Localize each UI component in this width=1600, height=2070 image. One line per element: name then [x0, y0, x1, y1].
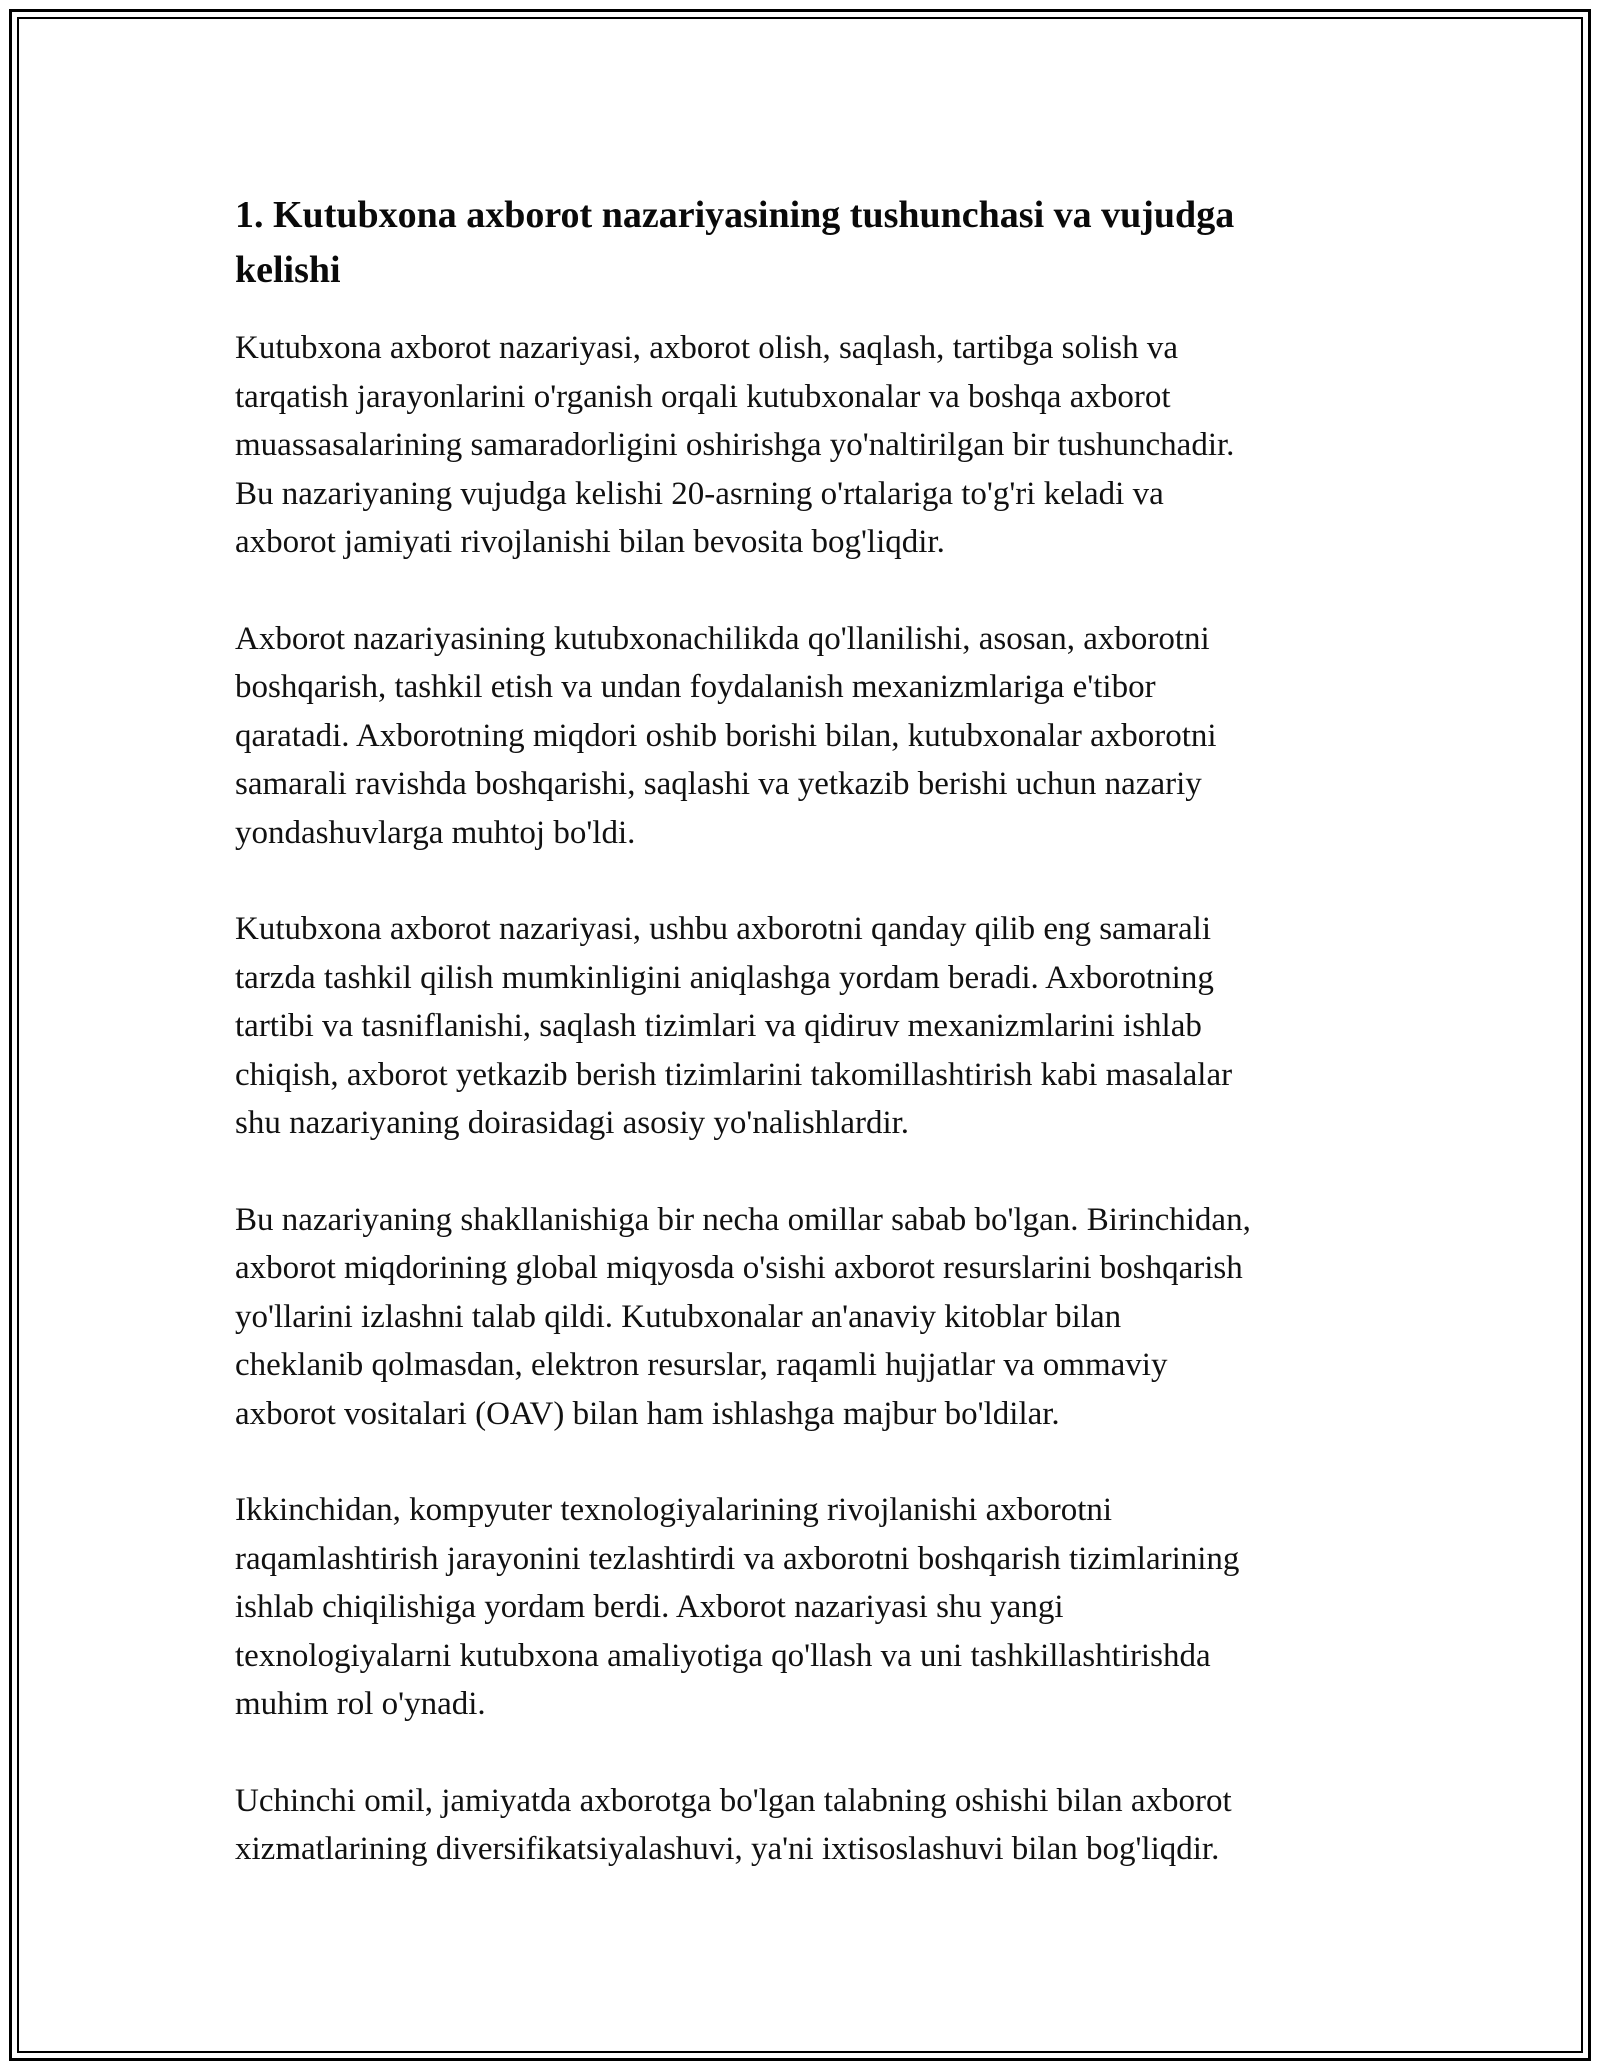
paragraph-1: Kutubxona axborot nazariyasi, axborot olish, saqlash, tartibga solish va tarqatish jarayonlarini o'rganish orqali kutubxonalar va boshqa axborot muassasalarining samaradorligini oshirishga yo'naltirilgan bir tushunchadir. Bu nazariyaning vujudga kelishi 20-asrning o'rtalariga to'g'ri keladi va axborot jamiyati rivojlanishi bilan bevosita bog'liqdir.	[235, 330, 1235, 560]
paragraph-5: Ikkinchidan, kompyuter texnologiyalarining rivojlanishi axborotni raqamlashtirish jarayonini tezlashtirdi va axborotni boshqarish tizimlarining ishlab chiqilishiga yordam berdi. Axborot nazariyasi shu yangi texnologiyalarni kutubxona amaliyotiga qo'llash va uni tashkillashtirishda muhim rol o'ynadi.	[235, 1492, 1240, 1722]
paragraph-2: Axborot nazariyasining kutubxonachilikda qo'llanilishi, asosan, axborotni boshqarish, tashkil etish va undan foydalanish mexanizmlariga e'tibor qaratadi. Axborotning miqdori oshib borishi bilan, kutubxonalar axborotni samarali ravishda boshqarishi, saqlashi va yetkazib berishi uchun nazariy yondashuvlarga muhtoj bo'ldi.	[235, 620, 1217, 851]
section-heading: 1. Kutubxona axborot nazariyasining tushunchasi va vujudga kelishi	[235, 194, 1235, 291]
paragraph-3: Kutubxona axborot nazariyasi, ushbu axborotni qanday qilib eng samarali tarzda tashkil qilish mumkinligini aniqlashga yordam beradi. Axborotning tartibi va tasniflanishi, saqlash tizimlari va qidiruv mexanizmlarini ishlab chiqish, axborot yetkazib berish tizimlarini takomillashtirish kabi masalalar shu nazariyaning doirasidagi asosiy yo'nalishlardir.	[235, 911, 1233, 1141]
paragraph-4: Bu nazariyaning shakllanishiga bir necha omillar sabab bo'lgan. Birinchidan, axborot miqdorining global miqyosda o'sishi axborot resurslarini boshqarish yo'llarini izlashni talab qildi. Kutubxonalar an'anaviy kitoblar bilan cheklanib qolmasdan, elektron resurslar, raqamli hujjatlar va ommaviy axborot vositalari (OAV) bilan ham ishlashga majbur bo'ldilar.	[235, 1201, 1251, 1432]
document-body	[235, 188, 1365, 1922]
paragraph-6: Uchinchi omil, jamiyatda axborotga bo'lgan talabning oshishi bilan axborot xizmatlarining diversifikatsiyalashuvi, ya'ni ixtisoslashuvi bilan bog'liqdir.	[235, 1782, 1232, 1867]
